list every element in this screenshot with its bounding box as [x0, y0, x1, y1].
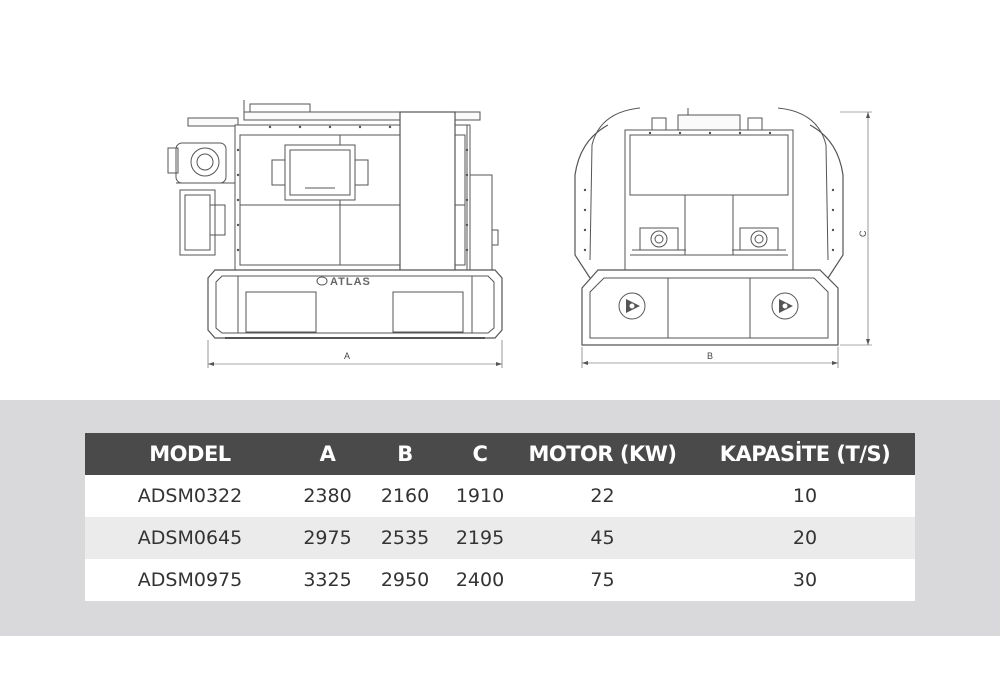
cell-a: 2380 — [295, 475, 360, 517]
cell-b: 2950 — [360, 559, 450, 601]
cell-model: ADSM0322 — [85, 475, 295, 517]
brand-logo-text: ATLAS — [330, 276, 371, 288]
header-motor: MOTOR (KW) — [510, 433, 695, 475]
cell-motor: 75 — [510, 559, 695, 601]
cell-motor: 22 — [510, 475, 695, 517]
table-row — [85, 517, 915, 559]
cell-a: 2975 — [295, 517, 360, 559]
cell-capacity: 10 — [695, 475, 915, 517]
header-model: MODEL — [85, 433, 295, 475]
side-view-drawing — [168, 100, 502, 368]
header-b: B — [360, 433, 450, 475]
table-header-row — [85, 433, 915, 475]
dimension-label-b: B — [707, 351, 714, 361]
cell-capacity: 30 — [695, 559, 915, 601]
cell-b: 2535 — [360, 517, 450, 559]
specification-table-band — [0, 400, 1000, 636]
dimension-label-a: A — [344, 351, 351, 361]
table-row — [85, 559, 915, 601]
dimension-label-c: C — [858, 230, 868, 237]
cell-c: 1910 — [450, 475, 510, 517]
cell-capacity: 20 — [695, 517, 915, 559]
cell-model: ADSM0645 — [85, 517, 295, 559]
table-row — [85, 475, 915, 517]
cell-motor: 45 — [510, 517, 695, 559]
cell-model: ADSM0975 — [85, 559, 295, 601]
header-c: C — [450, 433, 510, 475]
header-capacity: KAPASİTE (T/S) — [695, 433, 915, 475]
cell-c: 2400 — [450, 559, 510, 601]
cell-a: 3325 — [295, 559, 360, 601]
header-a: A — [295, 433, 360, 475]
cell-b: 2160 — [360, 475, 450, 517]
front-view-drawing — [575, 108, 872, 368]
cell-c: 2195 — [450, 517, 510, 559]
specification-table — [85, 433, 915, 601]
